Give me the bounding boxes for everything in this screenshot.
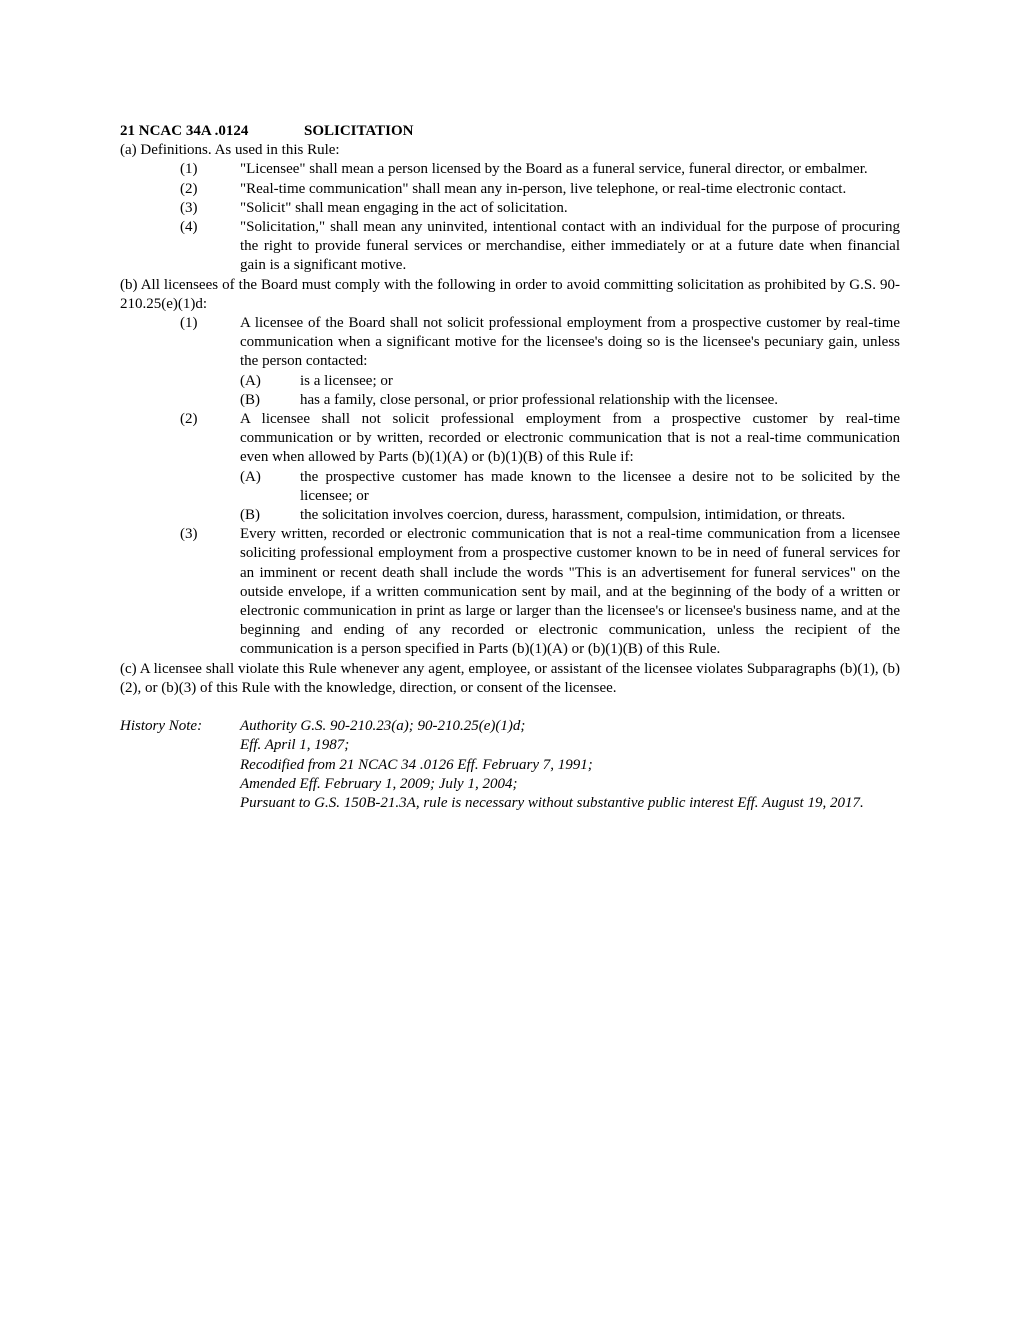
- subparagraph-b3: [120, 525, 900, 659]
- part-item: [120, 468, 900, 506]
- spacer: [120, 698, 900, 717]
- history-line: Pursuant to G.S. 150B-21.3A, rule is necessary without substantive public interest Eff. August 19, 2017.: [240, 794, 864, 811]
- item-label: (1): [180, 161, 198, 178]
- paragraph-c: (c) A licensee shall violate this Rule whenever any agent, employee, or assistant of the licensee violates Subparagraphs (b)(1), (b)(2), or (b)(3) of this Rule with the knowledge, direction, or consent of the licensee.: [120, 660, 900, 696]
- history-line: Recodified from 21 NCAC 34 .0126 Eff. February 7, 1991;: [240, 756, 593, 773]
- item-text: A licensee of the Board shall not solicit professional employment from a prospective customer by real-time communication when a significant motive for the licensee's doing so is the licensee's pecuniary gain, unless the person contacted:: [240, 315, 900, 370]
- item-label: (3): [180, 199, 198, 216]
- rule-number: 21 NCAC 34A .0124: [120, 123, 249, 139]
- history-line: Amended Eff. February 1, 2009; July 1, 2004;: [240, 775, 518, 792]
- part-text: has a family, close personal, or prior professional relationship with the licensee.: [300, 391, 779, 408]
- part-text: the prospective customer has made known to the licensee a desire not to be solicited by the licensee; or: [300, 468, 900, 504]
- item-label: (2): [180, 411, 198, 428]
- rule-title: SOLICITATION: [304, 123, 414, 139]
- subparagraph-b2: [120, 410, 900, 468]
- definition-item: [120, 218, 900, 276]
- part-item: [120, 372, 900, 391]
- history-line: Authority G.S. 90-210.23(a); 90-210.25(e)(1)d;: [240, 718, 526, 735]
- paragraph-b: (b) All licensees of the Board must comply with the following in order to avoid committing solicitation as prohibited by G.S. 90-210.25(e)(1)d:: [120, 276, 900, 312]
- part-item: [120, 391, 900, 410]
- item-text: "Real-time communication" shall mean any in-person, live telephone, or real-time electronic contact.: [240, 180, 847, 197]
- item-label: (3): [180, 526, 198, 543]
- item-text: "Solicit" shall mean engaging in the act of solicitation.: [240, 199, 568, 216]
- definition-item: [120, 199, 900, 218]
- item-text: "Licensee" shall mean a person licensed by the Board as a funeral service, funeral director, or embalmer.: [240, 161, 868, 178]
- part-text: the solicitation involves coercion, duress, harassment, compulsion, intimidation, or threats.: [300, 507, 846, 524]
- definition-item: [120, 180, 900, 199]
- part-label: (A): [240, 372, 261, 389]
- paragraph-a: (a) Definitions. As used in this Rule:: [120, 142, 340, 159]
- item-label: (4): [180, 219, 198, 236]
- item-text: "Solicitation," shall mean any uninvited, intentional contact with an individual for the purpose of procuring the right to provide funeral services or merchandise, either immediately or at a future date when financial gain is a significant motive.: [240, 219, 900, 274]
- item-text: Every written, recorded or electronic communication that is not a real-time communication from a licensee soliciting professional employment from a prospective customer known to be in need of funeral services for an imminent or recent death shall include the words "This is an advertisement for funeral services" on the outside envelope, if a written communication sent by mail, and at the beginning of the body of a written or electronic communication in print as large or larger than the licensee's or licensee's business name, and at the beginning and ending of any recorded or electronic communication, unless the recipient of the communication is a person specified in Parts (b)(1)(A) or (b)(1)(B) of this Rule.: [240, 526, 900, 658]
- item-text: A licensee shall not solicit professional employment from a prospective customer by real-time communication or by written, recorded or electronic communication that is not a real-time communication even when allowed by Parts (b)(1)(A) or (b)(1)(B) of this Rule if:: [240, 411, 900, 466]
- history-line: Eff. April 1, 1987;: [240, 737, 350, 754]
- history-note: [120, 717, 900, 813]
- rule-heading: [120, 122, 900, 141]
- item-label: (2): [180, 180, 198, 197]
- item-label: (1): [180, 315, 198, 332]
- part-label: (B): [240, 507, 260, 524]
- document-page: [120, 122, 900, 813]
- history-label: History Note:: [120, 718, 203, 735]
- definition-item: [120, 160, 900, 179]
- subparagraph-b1: [120, 314, 900, 372]
- part-label: (B): [240, 391, 260, 408]
- part-text: is a licensee; or: [300, 372, 393, 389]
- part-label: (A): [240, 468, 261, 485]
- part-item: [120, 506, 900, 525]
